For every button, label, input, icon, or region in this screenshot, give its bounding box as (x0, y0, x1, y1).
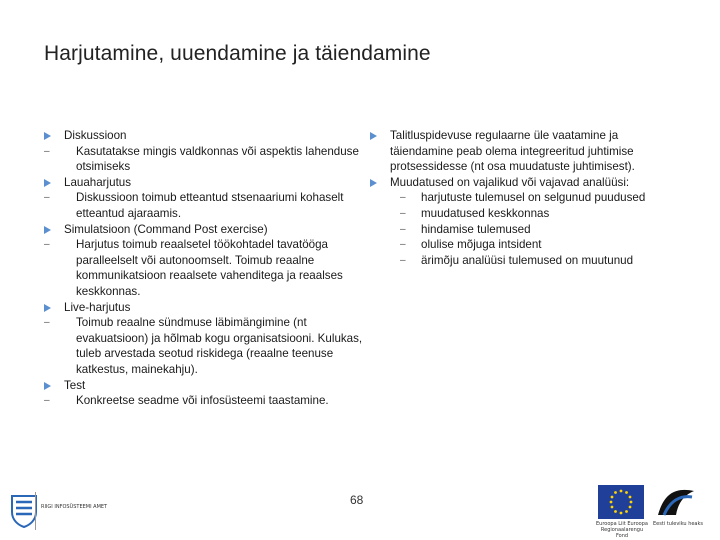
bullet-arrow-icon (44, 179, 51, 187)
sub-item-text: Toimub reaalne sündmuse läbimängimine (nt evakuatsioon) ja hõlmab kogu organisatsiooni. Kulukas, tuleb arvestada seotud riskidega (reaalne teenuse katkestus, mainekahju). (76, 316, 363, 376)
dash-icon: – (44, 145, 50, 157)
page-number: 68 (350, 493, 364, 507)
ria-logo-text: RIIGI INFOSÜSTEEMI AMET (41, 504, 108, 510)
bullet-arrow-icon (44, 132, 51, 140)
dash-icon: – (44, 317, 50, 329)
eu-caption: Euroopa Liit Euroopa Regionaalarengu Fond (596, 521, 648, 539)
bullet-item (44, 222, 364, 238)
bullet-item (44, 128, 364, 144)
sub-item-text: olulise mõjuga intsident (421, 238, 542, 252)
bullet-arrow-icon (44, 226, 51, 234)
left-column (44, 128, 364, 409)
sub-item-text: harjutuste tulemusel on selgunud puudused (421, 191, 646, 205)
slide-title: Harjutamine, uuendamine ja täiendamine (44, 42, 431, 65)
sub-item (370, 190, 670, 206)
bullet-label: Simulatsioon (Command Post exercise) (64, 222, 268, 236)
sub-item-text: Kasutatakse mingis valdkonnas või aspektis lahenduse otsimiseks (76, 144, 359, 174)
bullet-label: Live-harjutus (64, 300, 131, 314)
bullet-item (44, 175, 364, 191)
bullet-item (370, 175, 670, 191)
bullet-arrow-icon (370, 179, 377, 187)
sub-item-text: Diskussioon toimub etteantud stsenaariumi kohaselt etteantud ajaraamis. (76, 191, 344, 220)
sub-item (370, 237, 670, 253)
dash-icon: – (400, 207, 406, 219)
sub-item-text: hindamise tulemused (421, 222, 531, 236)
funding-caption: Eesti tuleviku heaks (652, 521, 704, 527)
sub-item (44, 393, 364, 409)
dash-icon: – (400, 254, 406, 266)
sub-item-text: ärimõju analüüsi tulemused on muutunud (421, 253, 634, 267)
bullet-label: Diskussioon (64, 129, 127, 142)
dash-icon: – (400, 192, 406, 204)
sub-item (44, 144, 364, 175)
dash-icon: – (400, 239, 406, 251)
dash-icon: – (400, 223, 406, 235)
coat-of-arms-icon (10, 494, 38, 528)
funding-logos (596, 485, 708, 539)
sub-item (44, 237, 364, 299)
bullet-item (370, 128, 670, 175)
bullet-arrow-icon (370, 132, 377, 140)
sub-item (370, 222, 670, 238)
bullet-item (44, 378, 364, 394)
sub-item (370, 253, 670, 269)
eu-flag-icon (598, 485, 644, 519)
sub-item-text: Harjutus toimub reaalsetel töökohtadel tavatööga paralleelselt või autonoomselt. Toimub reaalne kommunikatsioon reaalsete vahenditega ja reaalses keskkonnas. (76, 238, 343, 298)
bullet-label: Talitluspidevuse regulaarne üle vaatamine ja täiendamine peab olema integreeritud juhtimise protsessidesse (nt osa muudatuste juhtimisest). (390, 129, 635, 174)
bullet-label: Muudatused on vajalikud või vajavad analüüsi: (390, 175, 630, 189)
sub-item (370, 206, 670, 222)
right-column (370, 128, 670, 268)
bullet-label: Lauaharjutus (64, 175, 132, 189)
dash-icon: – (44, 395, 50, 407)
bullet-item (44, 300, 364, 316)
dash-icon: – (44, 192, 50, 204)
bullet-label: Test (64, 378, 86, 392)
ria-logo (10, 492, 120, 532)
sub-item-text: Konkreetse seadme või infosüsteemi taastamine. (76, 394, 329, 408)
dash-icon: – (44, 239, 50, 251)
sub-item-text: muudatused keskkonnas (421, 206, 550, 220)
sub-item (44, 190, 364, 221)
funding-emblem-icon (654, 485, 698, 519)
sub-item (44, 315, 364, 377)
bullet-arrow-icon (44, 382, 51, 390)
bullet-arrow-icon (44, 304, 51, 312)
